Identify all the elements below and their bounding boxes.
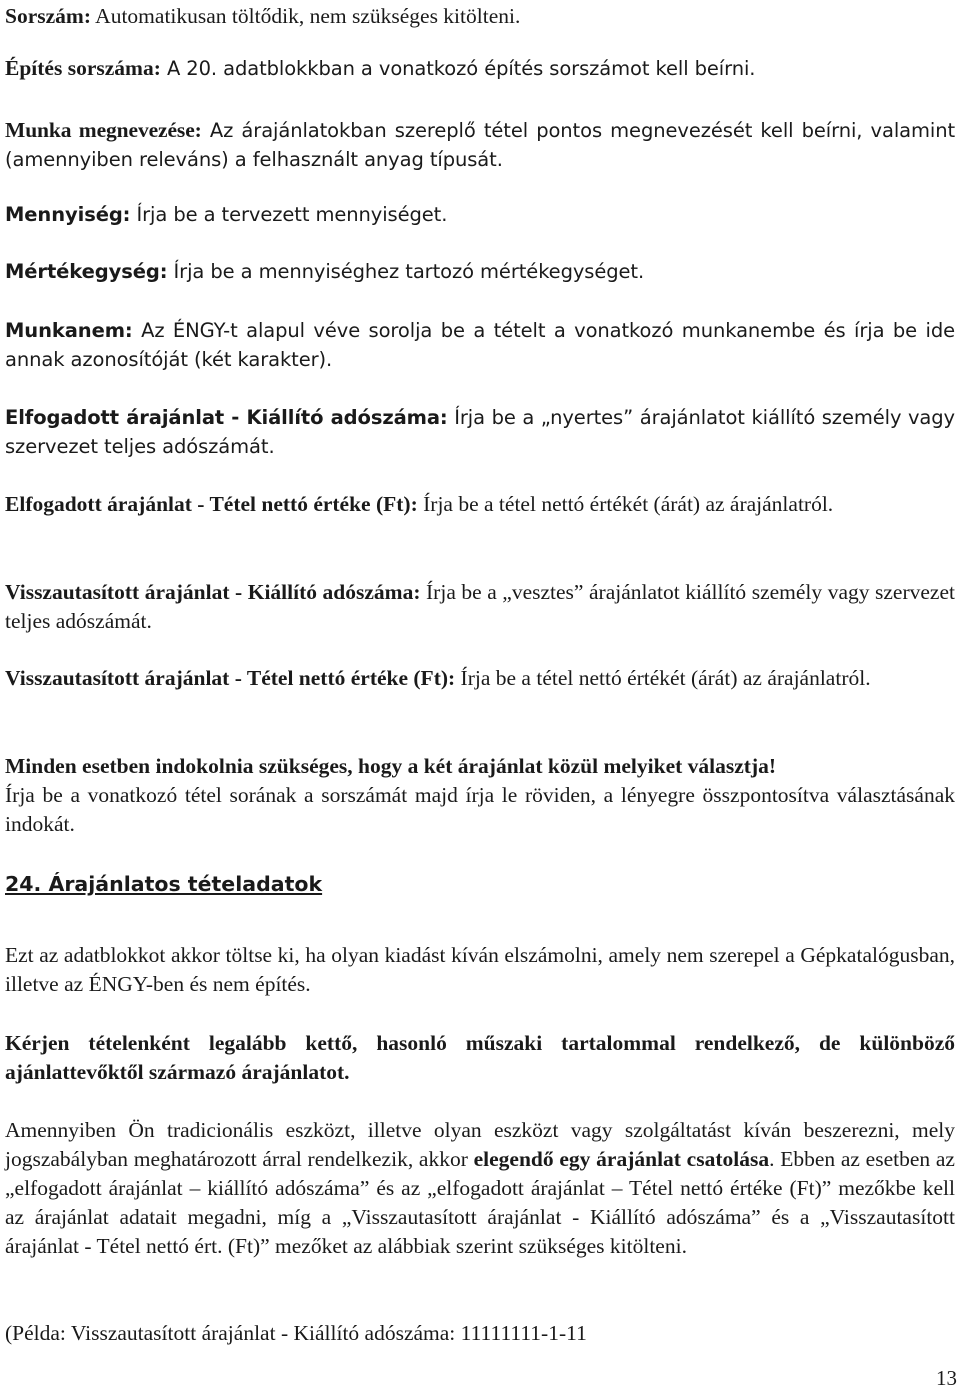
page-number: 13 [936,1366,957,1390]
term-visszautasitott-ertek: Visszautasított árajánlat - Tétel nettó értéke (Ft): [5,666,456,690]
term-munka: Munka megnevezése: [5,118,202,142]
amennyiben-text-1: Amennyiben Ön tradicionális eszközt, illetve olyan eszközt vagy szolgáltatást kíván beszerezni, mely jogszabályban meghatározott árral rendelkezik, akkor [5,1118,955,1171]
desc-munkanem: Az ÉNGY-t alapul véve sorolja be a tételt a vonatkozó munkanembe és írja be ide annak azonosítóját (két karakter). [5,319,955,371]
desc-elfogadott-ertek: Írja be a tétel nettó értékét (árát) az árajánlatról. [417,492,834,516]
paragraph-mennyiseg [5,200,955,229]
paragraph-minden-bold [5,752,955,781]
desc-visszautasitott-ertek: Írja be a tétel nettó értékét (árát) az árajánlatról. [455,666,871,690]
paragraph-mertekegyseg [5,257,955,286]
paragraph-epites [5,54,955,83]
pelda-text: (Példa: Visszautasított árajánlat - Kiállító adószáma: 11111111-1-11 [5,1321,587,1345]
paragraph-elfogadott-adoszam [5,403,955,461]
paragraph-intro [5,941,955,999]
paragraph-munka [5,116,955,174]
paragraph-amennyiben [5,1116,955,1261]
desc-mennyiseg: Írja be a tervezett mennyiséget. [130,203,448,226]
term-elfogadott-ertek: Elfogadott árajánlat - Tétel nettó értéke (Ft): [5,492,418,516]
minden-statement: Minden esetben indokolnia szükséges, hogy a két árajánlat közül melyiket választja! [5,754,777,778]
term-mennyiseg: Mennyiség: [5,203,131,226]
desc-epites: A 20. adatblokkban a vonatkozó építés sorszámot kell beírni. [160,57,756,80]
amennyiben-text-2: . Ebben az esetben az „elfogadott árajánlat – kiállító adószáma” és az „elfogadott árajánlat – Tétel nettó értéke (Ft)” mezőkbe kell az árajánlat adatait megadni, míg a „Visszautasított árajánlat - Kiállító adószáma” és a „Visszautasított árajánlat - Tétel nettó ért. (Ft)” mezőket az alábbiak szerint szükséges kitölteni. [5,1147,955,1258]
section-heading: 24. Árajánlatos tételadatok [5,872,323,896]
desc-munka: Az árajánlatokban szereplő tétel pontos megnevezését kell beírni, valamint (amennyiben releváns) a felhasznált anyag típusát. [5,119,956,171]
intro-text: Ezt az adatblokkot akkor töltse ki, ha olyan kiadást kíván elszámolni, amely nem szerepel a Gépkatalógusban, illetve az ÉNGY-ben és nem építés. [5,943,955,996]
paragraph-visszautasitott-adoszam [5,578,955,636]
desc-sorszam: Automatikusan töltődik, nem szükséges kitölteni. [90,4,521,28]
paragraph-kerjen [5,1029,955,1087]
paragraph-visszautasitott-ertek [5,664,955,693]
term-mertekegyseg: Mértékegység: [5,260,168,283]
paragraph-elfogadott-ertek [5,490,955,519]
term-visszautasitott-adoszam: Visszautasított árajánlat - Kiállító adószáma: [5,580,421,604]
desc-elfogadott-adoszam: Írja be a „nyertes” árajánlatot kiállító személy vagy szervezet teljes adószámát. [5,406,955,458]
paragraph-pelda [5,1319,955,1348]
desc-mertekegyseg: Írja be a mennyiséghez tartozó mértékegységet. [167,260,645,283]
term-munkanem: Munkanem: [5,319,133,342]
minden-instruction: Írja be a vonatkozó tétel sorának a sorszámát majd írja le röviden, a lényegre összpontosítva választásának indokát. [5,783,955,836]
term-sorszam: Sorszám: [5,4,91,28]
term-elfogadott-adoszam: Elfogadott árajánlat - Kiállító adószáma: [5,406,448,429]
paragraph-munkanem [5,316,955,374]
kerjen-text: Kérjen tételenként legalább kettő, hasonló műszaki tartalommal rendelkező, de különböző ajánlattevőktől származó árajánlatot. [5,1031,955,1084]
term-epites: Építés sorszáma: [5,56,161,80]
paragraph-minden-text [5,781,955,839]
paragraph-sorszam [5,2,955,31]
amennyiben-bold: elegendő egy árajánlat csatolása [473,1147,770,1171]
desc-visszautasitott-adoszam: Írja be a „vesztes” árajánlatot kiállító személy vagy szervezet teljes adószámát. [5,580,955,633]
